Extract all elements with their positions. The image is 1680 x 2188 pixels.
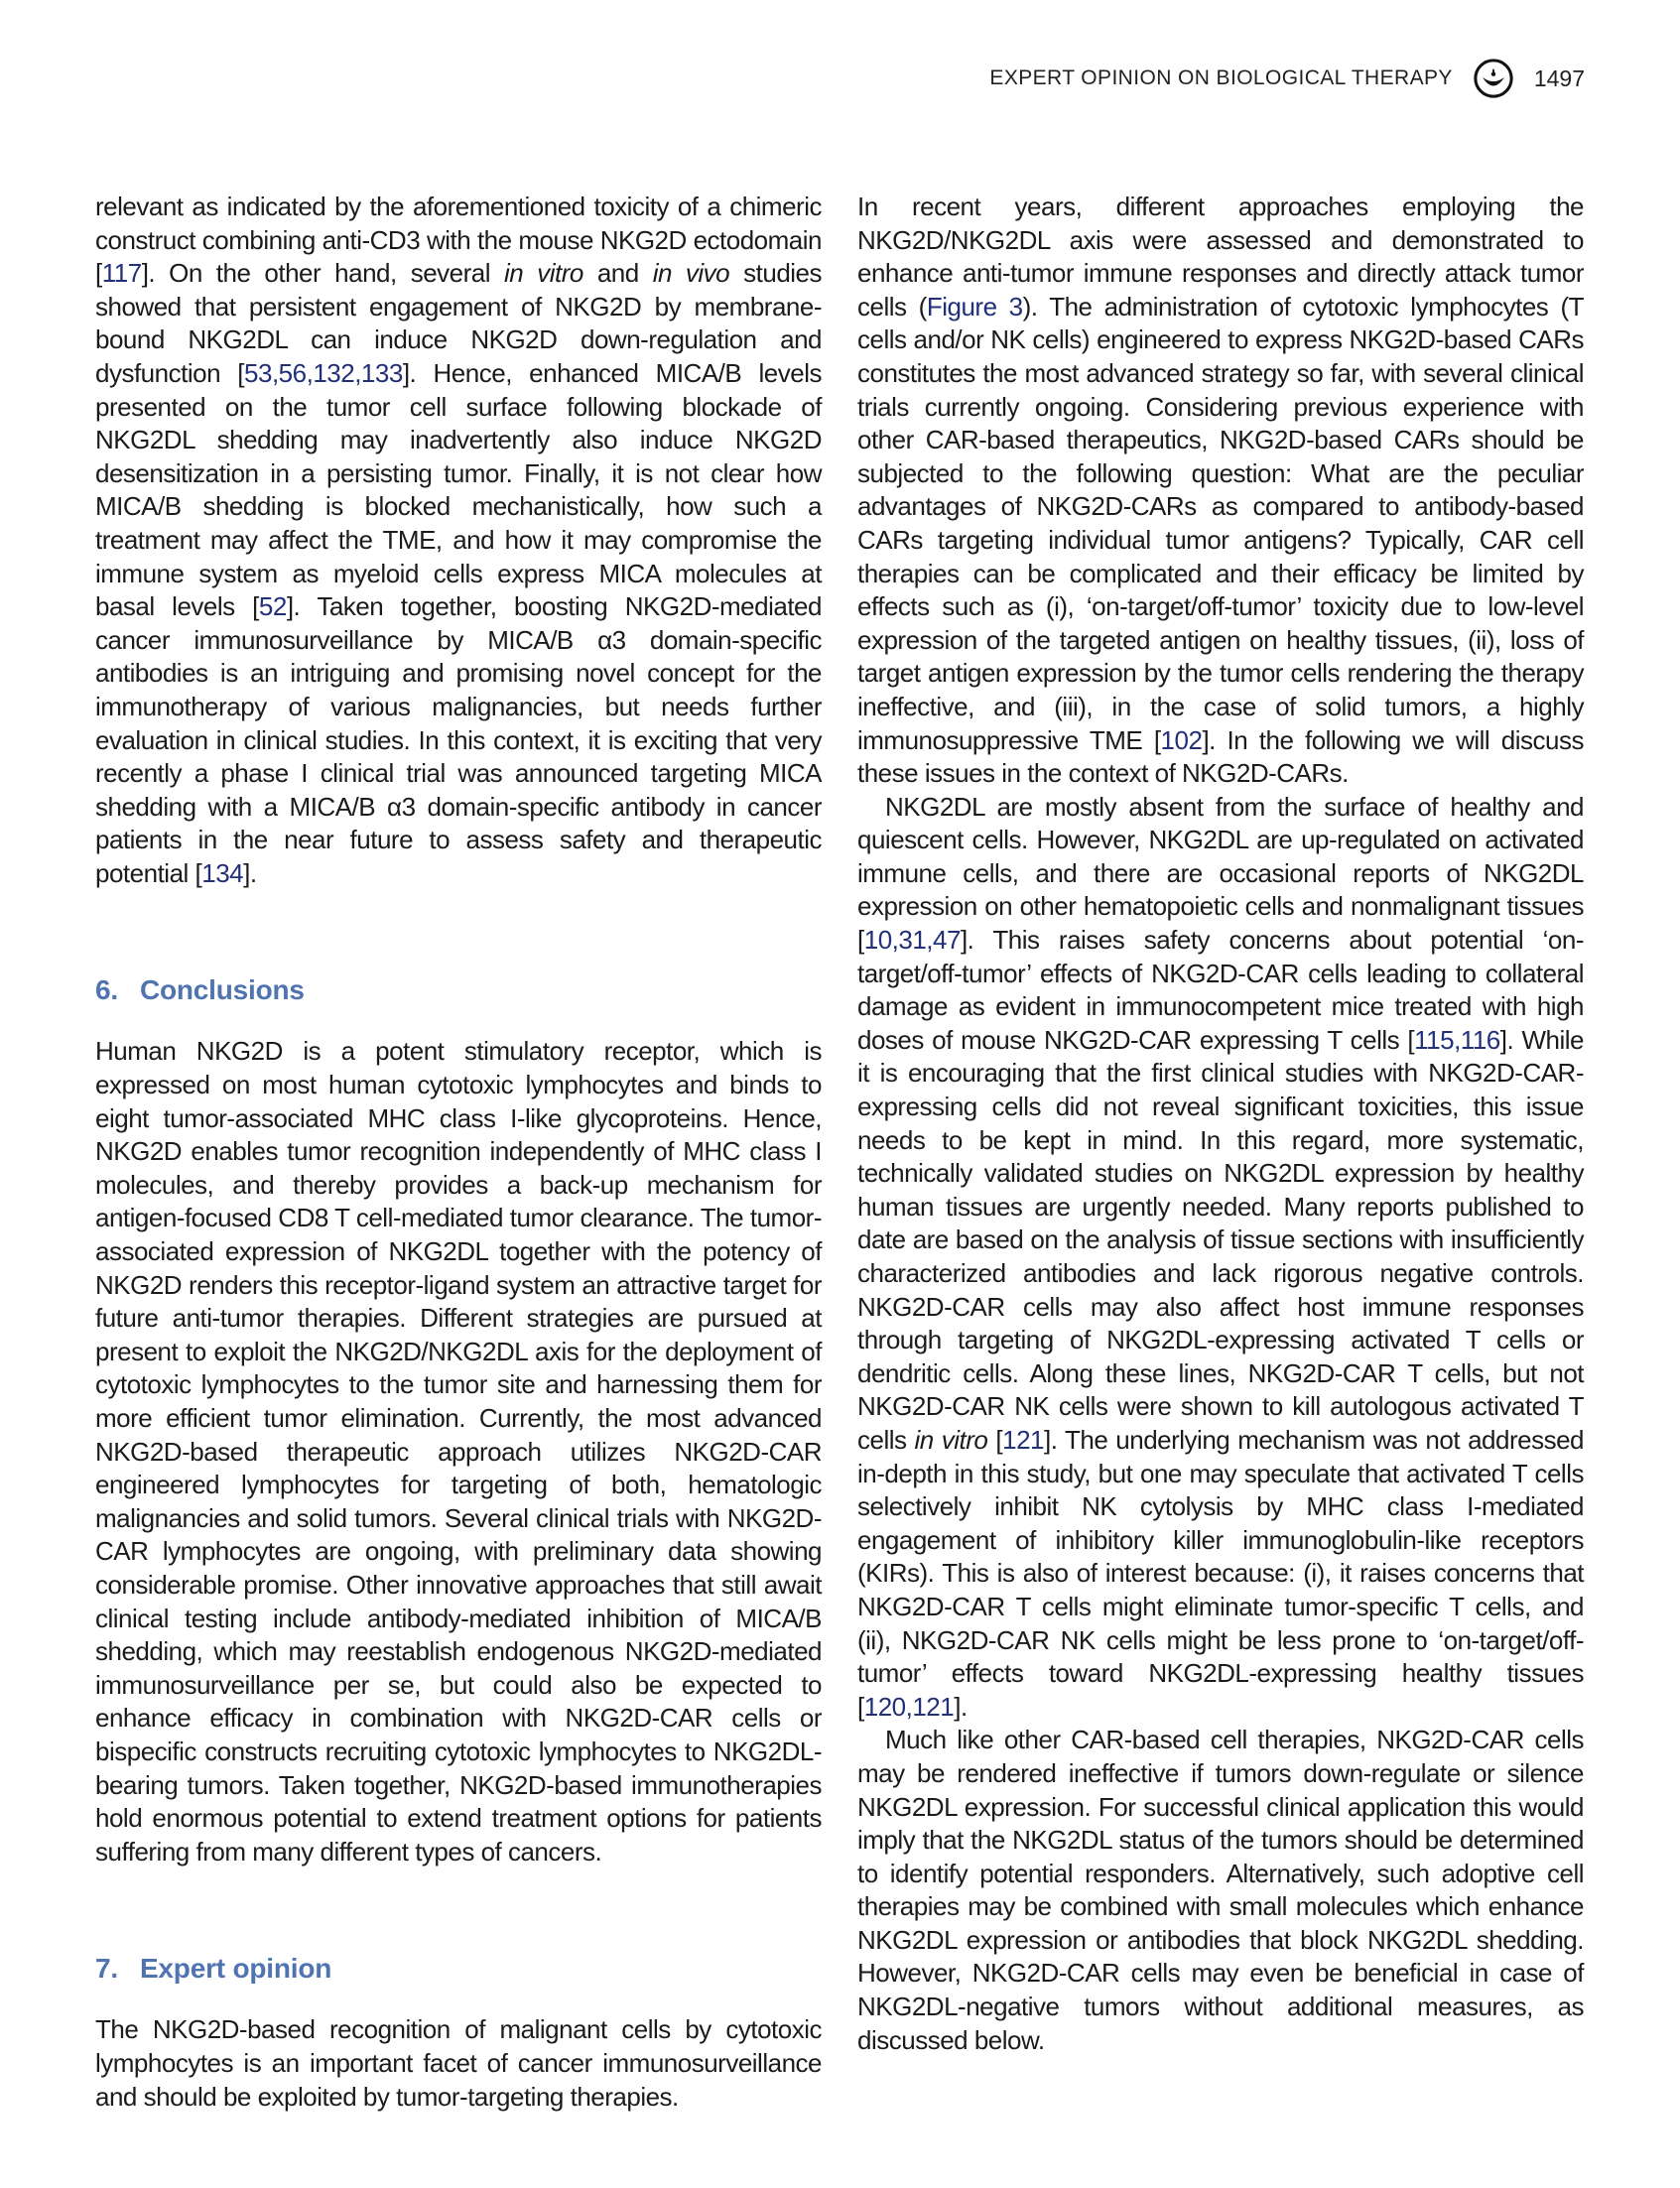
journal-title: EXPERT OPINION ON BIOLOGICAL THERAPY (989, 66, 1453, 89)
body-paragraph: NKG2DL are mostly absent from the surface of healthy and quiescent cells. However, NKG2DL are up-regulated on activated immune cells, and there are occasional reports of NKG2DL expression on other hematopoietic cells and nonmalignant tissues [10,31,47]. This raises safety concerns about potential ‘on-target/off-tumor’ effects of NKG2D-CAR cells leading to collateral damage as evident in immunocompetent mice treated with high doses of mouse NKG2D-CAR expressing T cells [115,116]. While it is encouraging that the first clinical studies with NKG2D-CAR-expressing cells did not reveal significant toxicities, this issue needs to be kept in mind. In this regard, more systematic, technically validated studies on NKG2DL expression by healthy human tissues are urgently needed. Many reports published to date are based on the analysis of tissue sections with insufficiently characterized antibodies and lack rigorous negative controls. NKG2D-CAR cells may also affect host immune responses through targeting of NKG2DL-expressing activated T cells or dendritic cells. Along these lines, NKG2D-CAR T cells, but not NKG2D-CAR NK cells were shown to kill autologous activated T cells in vitro [121]. The underlying mechanism was not addressed in-depth in this study, but one may speculate that activated T cells selectively inhibit NK cytolysis by MHC class I-mediated engagement of inhibitory killer immunoglobulin-like receptors (KIRs). This is also of interest because: (i), it raises concerns that NKG2D-CAR T cells might eliminate tumor-specific T cells, and (ii), NKG2D-CAR NK cells might be less prone to ‘on-target/off-tumor’ effects toward NKG2DL-expressing healthy tissues [120,121]. (857, 791, 1584, 1722)
citation-link[interactable]: 53,56,132,133 (244, 357, 403, 388)
publisher-logo-icon (1473, 58, 1514, 99)
body-paragraph: The NKG2D-based recognition of malignant cells by cytotoxic lymphocytes is an important facet of cancer immunosurveillance and should be exploited by tumor-targeting therapies. (95, 2014, 822, 2112)
section-title: Conclusions (139, 974, 305, 1006)
section-title: Expert opinion (139, 1953, 332, 1985)
section-number: 7. (95, 1953, 118, 1985)
two-column-body (95, 191, 1585, 2114)
page-number: 1497 (1533, 64, 1585, 91)
italic-term: in vitro (504, 258, 583, 289)
citation-link[interactable]: 117 (101, 258, 142, 289)
body-paragraph: relevant as indicated by the aforementioned toxicity of a chimeric construct combining anti-CD3 with the mouse NKG2D ectodomain [117]. On the other hand, several in vitro and in vivo studies showed that persistent engagement of NKG2D by membrane-bound NKG2DL can induce NKG2D down-regulation and dysfunction [53,56,132,133]. Hence, enhanced MICA/B levels presented on the tumor cell surface following blockade of NKG2DL shedding may inadvertently also induce NKG2D desensitization in a persisting tumor. Finally, it is not clear how MICA/B shedding is blocked mechanistically, how such a treatment may affect the TME, and how it may compromise the immune system as myeloid cells express MICA molecules at basal levels [52]. Taken together, boosting NKG2D-mediated cancer immunosurveillance by MICA/B α3 domain-specific antibodies is an intriguing and promising novel concept for the immunotherapy of various malignancies, but needs further evaluation in clinical studies. In this context, it is exciting that very recently a phase I clinical trial was announced targeting MICA shedding with a MICA/B α3 domain-specific antibody in cancer patients in the near future to assess safety and therapeutic potential [134]. (95, 192, 823, 888)
running-head (989, 58, 1585, 99)
citation-link[interactable]: 134 (201, 857, 244, 888)
section-heading (95, 973, 822, 1007)
italic-term: in vitro (914, 1424, 988, 1455)
right-column (857, 191, 1584, 2114)
italic-term: in vivo (652, 258, 730, 289)
body-paragraph: Much like other CAR-based cell therapies, NKG2D-CAR cells may be rendered ineffective if tumors down-regulate or silence NKG2DL expression. For successful clinical application this would imply that the NKG2DL status of the tumors should be determined to identify potential responders. Alternatively, such adoptive cell therapies may be combined with small molecules which enhance NKG2DL expression or antibodies that block NKG2DL shedding. However, NKG2D-CAR cells may even be beneficial in case of NKG2DL-negative tumors without additional measures, as discussed below. (857, 1725, 1584, 2055)
body-paragraph: Human NKG2D is a potent stimulatory receptor, which is expressed on most human cytotoxic lymphocytes and binds to eight tumor-associated MHC class I-like glycoproteins. Hence, NKG2D enables tumor recognition independently of MHC class I molecules, and thereby provides a back-up mechanism for antigen-focused CD8 T cell-mediated tumor clearance. The tumor-associated expression of NKG2DL together with the potency of NKG2D renders this receptor-ligand system an attractive target for future anti-tumor therapies. Different strategies are pursued at present to exploit the NKG2D/NKG2DL axis for the deployment of cytotoxic lymphocytes to the tumor site and harnessing them for more efficient tumor elimination. Currently, the most advanced NKG2D-based therapeutic approach utilizes NKG2D-CAR engineered lymphocytes for targeting of both, hematologic malignancies and solid tumors. Several clinical trials with NKG2D-CAR lymphocytes are ongoing, with preliminary data showing considerable promise. Other innovative approaches that still await clinical testing include antibody-mediated inhibition of MICA/B shedding, which may reestablish endogenous NKG2D-mediated immunosurveillance per se, but could also be expected to enhance efficacy in combination with NKG2D-CAR cells or bispecific constructs recruiting cytotoxic lymphocytes to NKG2DL-bearing tumors. Taken together, NKG2D-based immunotherapies hold enormous potential to extend treatment options for patients suffering from many different types of cancers. (95, 1036, 822, 1866)
citation-link[interactable]: 121 (1002, 1424, 1044, 1455)
left-column (95, 191, 822, 2114)
citation-link[interactable]: 115,116 (1414, 1024, 1500, 1055)
citation-link[interactable]: 120,121 (863, 1691, 955, 1722)
citation-link[interactable]: 10,31,47 (863, 925, 961, 956)
citation-link[interactable]: 102 (1160, 724, 1203, 755)
citation-link[interactable]: Figure 3 (926, 291, 1023, 322)
section-number: 6. (95, 974, 118, 1006)
citation-link[interactable]: 52 (258, 591, 287, 622)
section-heading (95, 1952, 822, 1986)
body-paragraph: In recent years, different approaches employing the NKG2D/NKG2DL axis were assessed and demonstrated to enhance anti-tumor immune responses and directly attack tumor cells (Figure 3). The administration of cytotoxic lymphocytes (T cells and/or NK cells) engineered to express NKG2D-based CARs constitutes the most advanced strategy so far, with several clinical trials currently ongoing. Considering previous experience with other CAR-based therapeutics, NKG2D-based CARs should be subjected to the following question: What are the peculiar advantages of NKG2D-CARs as compared to antibody-based CARs targeting individual tumor antigens? Typically, CAR cell therapies can be complicated and their efficacy be limited by effects such as (i), ‘on-target/off-tumor’ toxicity due to low-level expression of the targeted antigen on healthy tissues, (ii), loss of target antigen expression by the tumor cells rendering the therapy ineffective, and (iii), in the case of solid tumors, a highly immunosuppressive TME [102]. In the following we will discuss these issues in the context of NKG2D-CARs. (857, 192, 1584, 789)
